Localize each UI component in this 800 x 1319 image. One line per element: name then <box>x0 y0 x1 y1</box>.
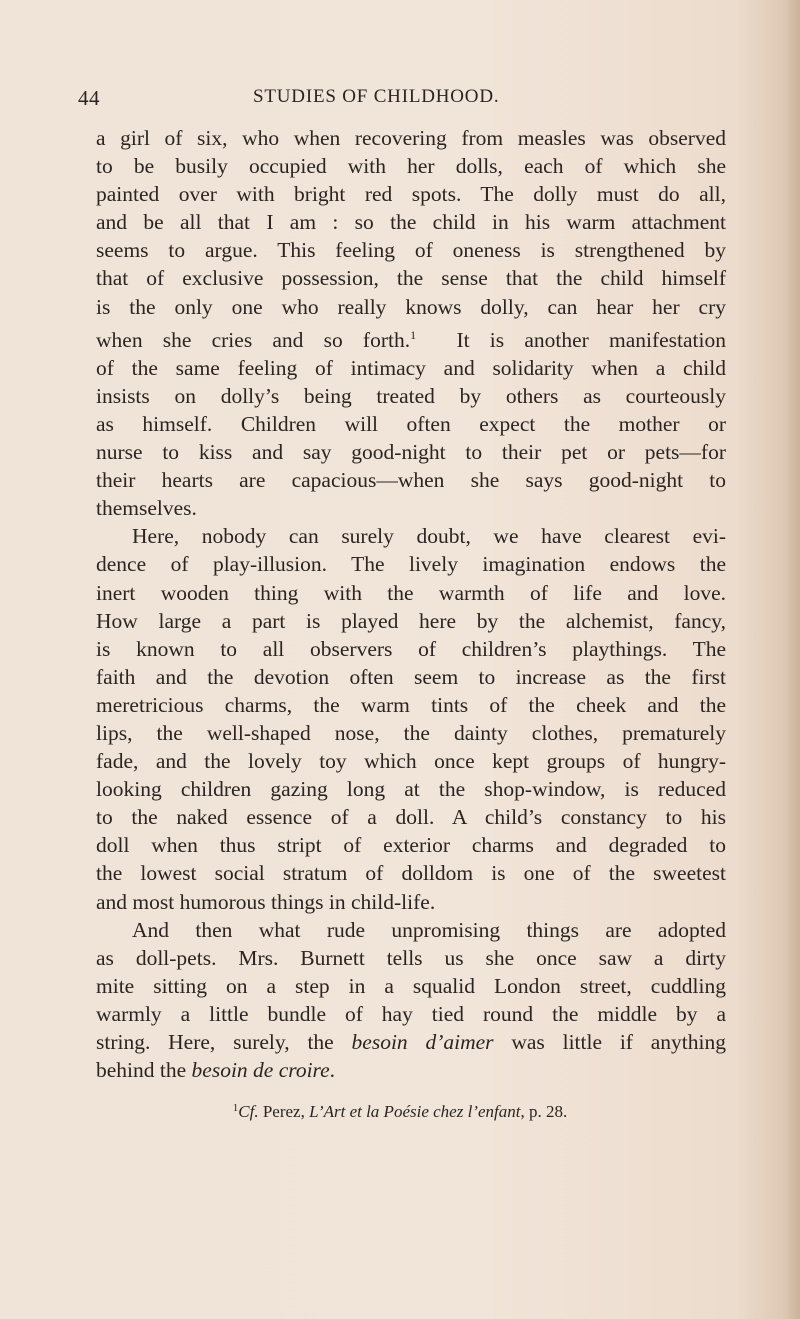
text-line: painted over with bright red spots. The dolly must do all, <box>96 182 726 207</box>
italic-phrase: besoin de croire <box>191 1058 330 1083</box>
body-text <box>96 124 726 1084</box>
text-line-with-italic <box>96 1056 726 1084</box>
text-line: that of exclusive possession, the sense that the child himself <box>96 266 726 291</box>
paragraph-start: Here, nobody can surely doubt, we have clearest evi- <box>132 524 726 549</box>
text-line: to be busily occupied with her dolls, each of which she <box>96 154 726 179</box>
page-header <box>78 86 718 116</box>
text-line: insists on dolly’s being treated by others as courteously <box>96 383 726 408</box>
text-line: doll when thus stript of exterior charms and degraded to <box>96 833 726 858</box>
text-line: a girl of six, who when recovering from measles was observed <box>96 126 726 150</box>
text-fragment: behind the <box>96 1058 192 1083</box>
text-line: fade, and the lovely toy which once kept groups of hungry- <box>96 749 726 774</box>
footnote <box>0 1102 800 1122</box>
footnote-reference: 1 <box>410 327 417 342</box>
text-fragment: . <box>329 1058 336 1083</box>
text-line: of the same feeling of intimacy and solidarity when a child <box>96 355 726 380</box>
text-fragment: It is another manifestation <box>456 327 726 352</box>
text-line: warmly a little bundle of hay tied round the middle by a <box>96 1001 726 1026</box>
running-head: STUDIES OF CHILDHOOD. <box>253 86 500 107</box>
text-line: as himself. Children will often expect the mother or <box>96 411 726 436</box>
text-line: How large a part is played here by the alchemist, fancy, <box>96 608 726 633</box>
footnote-page: , p. 28. <box>520 1102 568 1121</box>
text-line: lips, the well-shaped nose, the dainty clothes, prematurely <box>96 720 726 745</box>
footnote-mark: 1 <box>232 1102 239 1114</box>
text-line: looking children gazing long at the shop-window, is reduced <box>96 777 726 802</box>
text-fragment: when she cries and so forth. <box>96 327 411 352</box>
text-line: mite sitting on a step in a squalid London street, cuddling <box>96 973 726 998</box>
text-line: their hearts are capacious—when she says good-night to <box>96 468 726 493</box>
text-line-with-footnote <box>96 321 726 354</box>
text-line: nurse to kiss and say good-night to their pet or pets—for <box>96 440 726 465</box>
text-line: dence of play-illusion. The lively imagination endows the <box>96 552 726 577</box>
footnote-cf: Cf. <box>238 1102 259 1121</box>
text-line: meretricious charms, the warm tints of the cheek and the <box>96 692 726 717</box>
text-line: seems to argue. This feeling of oneness is strengthened by <box>96 238 726 263</box>
text-line: inert wooden thing with the warmth of life and love. <box>96 580 726 605</box>
text-line: and most humorous things in child-life. <box>96 889 436 914</box>
italic-phrase: besoin d’aimer <box>351 1030 494 1054</box>
text-line: the lowest social stratum of dolldom is one of the sweetest <box>96 861 726 886</box>
text-line: is the only one who really knows dolly, can hear her cry <box>96 294 726 319</box>
text-fragment: string. Here, surely, the <box>96 1030 352 1054</box>
paragraph-start: And then what rude unpromising things are adopted <box>132 917 726 942</box>
text-line-with-italic <box>96 1028 726 1056</box>
text-line: as doll-pets. Mrs. Burnett tells us she once saw a dirty <box>96 945 726 970</box>
page-number: 44 <box>78 86 100 110</box>
text-line: and be all that I am : so the child in his warm attachment <box>96 210 726 235</box>
footnote-author: Perez, <box>258 1102 310 1121</box>
text-line: faith and the devotion often seem to increase as the first <box>96 664 726 689</box>
footnote-title: L’Art et la Poésie chez l’enfant <box>309 1102 521 1121</box>
text-fragment: was little if anything <box>493 1030 727 1054</box>
text-line: to the naked essence of a doll. A child’s constancy to his <box>96 805 726 830</box>
text-line: is known to all observers of children’s playthings. The <box>96 636 726 661</box>
text-line: themselves. <box>96 496 197 521</box>
